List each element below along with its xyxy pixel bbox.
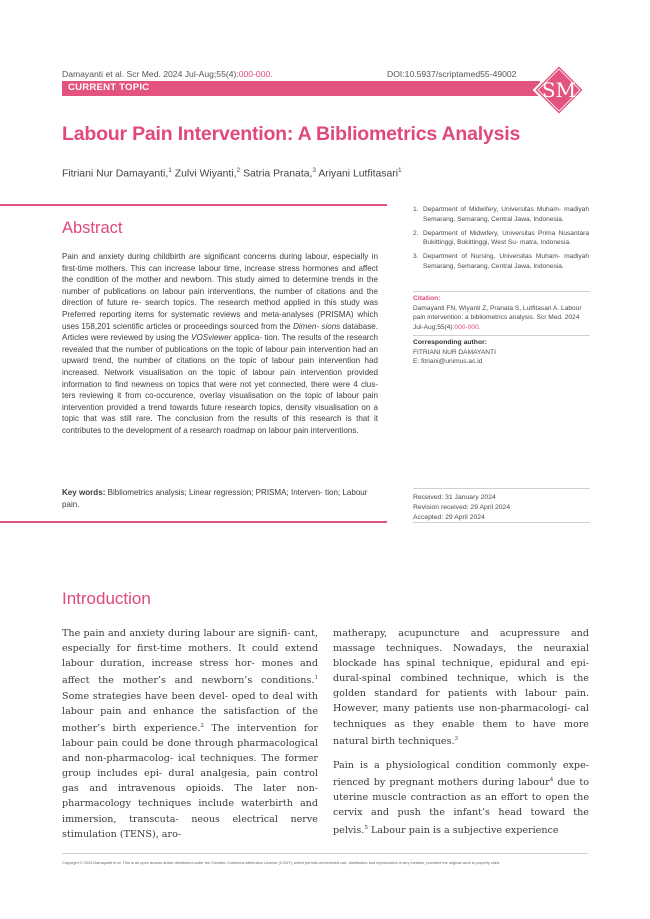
doi[interactable]: DOI:10.5937/scriptamed55-49002	[387, 69, 517, 79]
keywords-list: Bibliometrics analysis; Linear regression; PRISMA; Interven- tion; Labour pain.	[62, 488, 368, 509]
author-affiliation-marker: 3	[312, 167, 316, 174]
section-band	[62, 81, 540, 96]
corresponding-email[interactable]: E: fitriani@unimus.ac.id	[413, 358, 483, 365]
date-accepted: Accepted: 29 April 2024	[413, 514, 485, 522]
author-list	[62, 167, 402, 179]
corresponding-heading: Corresponding author:	[413, 339, 488, 346]
abstract-text-part1: Pain and anxiety during childbirth are significant concerns during labour, especially in first-time mothers. This can increase labour time, increase stress hormones and affect the condition of the mother and newborn. This study aimed to determine trends in the number of publications on labour pain interventions, the number of citations and the direction of future re- search topics. The research method applied in this study was Preferred reporting items for systematic reviews and meta-analyses (PRISMA) which uses 158,201 scientific articles or proceedings sourced from the	[62, 252, 378, 331]
abstract-bottom-rule	[0, 521, 387, 523]
date-revision: Revision received: 29 April 2024	[413, 504, 511, 512]
footer-rule	[62, 853, 588, 854]
affiliations	[413, 205, 589, 276]
body-column-right	[333, 626, 589, 847]
running-citation	[62, 69, 273, 79]
abstract-heading: Abstract	[62, 219, 123, 237]
author-name: Ariyani Lutfitasari	[318, 168, 399, 180]
keywords-label: Key words:	[62, 488, 106, 497]
paragraph: matherapy, acupuncture and acupressure and massage techniques. Nowadays, the neuraxial blockade has spinal technique, epidural and epi- dural-spinal combined technique, which is the golden standard for patients with labour pain. However, many patients use non-pharmacologi- cal techniques as they enable them to have more natural birth techniques.$^3$	[333, 628, 589, 747]
author-name: Zulvi Wiyanti,	[174, 168, 237, 180]
author-name: Satria Pranata,	[243, 168, 313, 180]
running-citation-text: Damayanti et al. Scr Med. 2024 Jul-Aug;55(4):	[62, 69, 239, 79]
abstract-text-part3: applica- tion. The results of the research revealed that the number of publications on the topic of labour pain intervention had an upward trend, the number of citations on the topic of labour pain intervention had increased. Network visualisation on the topic of labour pain intervention provided information to find newness on topics that were not yet connected, there were 4 clus- ters reviewing it from co-occurence, overlay visualisation on the topic of labour pain intervention provided a trend towards future research topics, density visualisation on a topic that was still rare. The conclusion from the results of this research is that it contributes to the development of a research roadmap on labour pain interventions.	[62, 333, 378, 435]
body-column-left	[62, 626, 318, 851]
section-label: CURRENT TOPIC	[68, 82, 150, 93]
author-affiliation-marker: 1	[398, 167, 402, 174]
date-received: Received: 31 January 2024	[413, 494, 496, 501]
paragraph: Pain is a physiological condition commonly expe- rienced by pregnant mothers during labour$^4$ due to uterine muscle contraction as an effort to open the cervix and push the infant’s head toward the pelvis.$^5$ Labour pain is a subjective experience	[333, 759, 589, 836]
affiliation-item: 1. Department of Midwifery, Universitas Muham- madiyah Semarang, Semarang, Central Jawa, Indonesia.	[413, 206, 589, 223]
article-title: Labour Pain Intervention: A Bibliometrics Analysis	[62, 123, 521, 145]
introduction-heading: Introduction	[62, 589, 151, 608]
abstract-italic-dimensions: Dimen- sions	[293, 321, 341, 331]
sidebar-divider	[413, 335, 590, 336]
author-affiliation-marker: 1	[168, 167, 172, 174]
sidebar-divider	[413, 522, 590, 523]
affiliation-item: 2. Department of Midwifery, Universitas Prima Nusantara Bukittinggi, Bukittinggi, West Su- matra, Indonesia.	[413, 229, 589, 246]
citation-heading: Citation:	[413, 295, 441, 302]
keywords	[62, 487, 378, 510]
abstract-text	[62, 251, 378, 437]
abstract-text-part2: database. Articles were reviewed by using the	[62, 321, 378, 343]
logo-letters: SM	[541, 78, 577, 102]
running-citation-pages: 000-000.	[238, 69, 273, 79]
citation-text: Damayanti FN, Wiyanti Z, Pranata S, Lutfitasari A. Labour pain intervention: a bibliometrics analysis. Scr Med. 2024 Jul-Aug;55(4):000-000.	[413, 305, 582, 331]
article-dates	[413, 493, 510, 524]
journal-logo-icon	[532, 63, 586, 117]
corresponding-name: FITRIANI NUR DAMAYANTI	[413, 349, 496, 356]
abstract-italic-vosviewer: VOSviewer	[191, 333, 232, 343]
sidebar-divider	[413, 488, 590, 489]
author-affiliation-marker: 2	[236, 167, 241, 174]
sidebar-divider	[413, 291, 590, 292]
author-name: Fitriani Nur Damayanti,	[62, 168, 169, 180]
abstract-top-rule	[0, 204, 387, 206]
copyright-footer: Copyright © 2024 Damayanti et al. This is an open access article distributed under the Creative Commons Attribution License (CCBY), which permits unrestricted use, distribution and reproduction in any medium, provided the original work is properly cited.	[62, 860, 501, 865]
affiliation-item: 3. Department of Nursing, Universitas Muham- madiyah Semarang, Semarang, Central Jawa, Indonesia.	[413, 253, 589, 270]
paragraph: The pain and anxiety during labour are signifi- cant, especially for first-time mothers. It could extend labour duration, increase stress hor- mones and affect the mother’s and newborn’s conditions.$^1$ Some strategies have been devel- oped to deal with labour pain and enhance the satisfaction of the mother’s birth experience.$^2$ The intervention for labour pain could be done through pharmacological and non-pharmacolog- ical techniques. The former group includes epi- dural analgesia, pain control gas and intravenous opioids. The later non-pharmacology techniques include waterbirth and immersion, transcuta- neous electrical nerve stimulation (TENS), aro-	[62, 628, 318, 840]
